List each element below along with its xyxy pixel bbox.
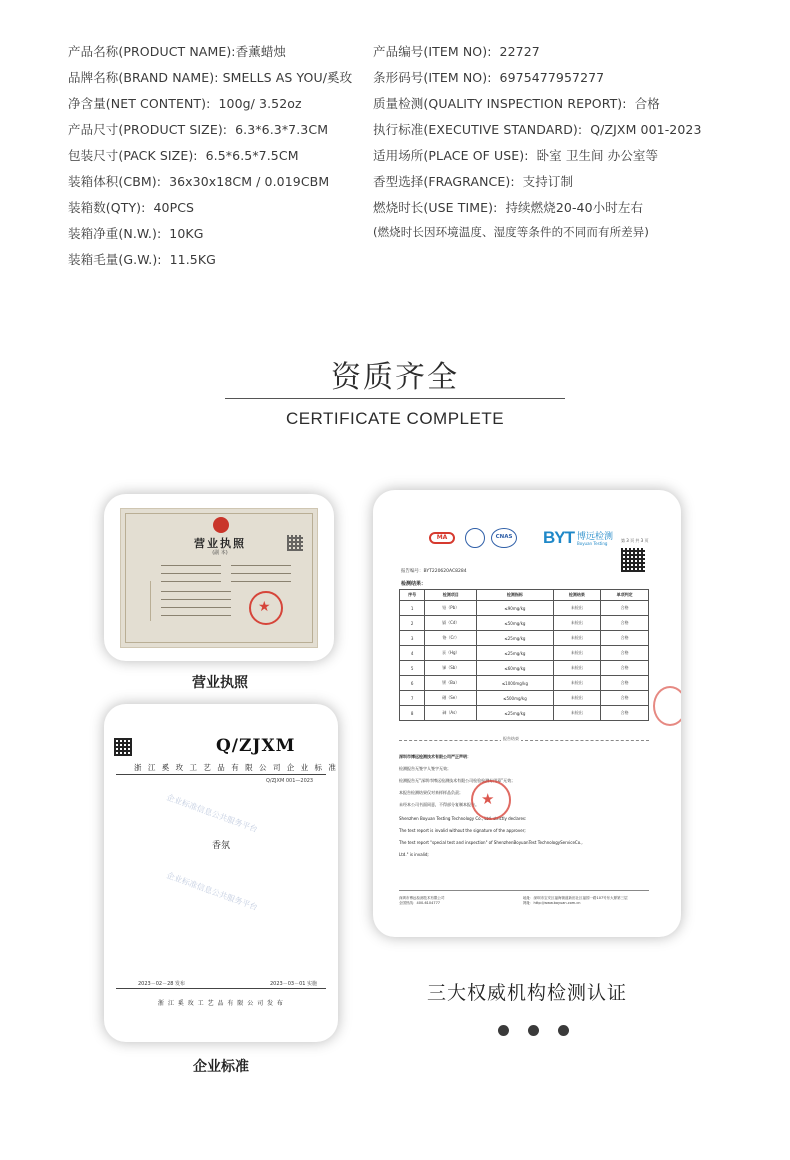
standard-watermark: 企业标准信息公共服务平台: [165, 870, 259, 913]
report-declaration-line: The test report is invalid without the signature of the approver;: [399, 828, 526, 833]
footer-company: 深圳市博远检测技术有限公司: [399, 896, 445, 900]
carousel-dot[interactable]: [528, 1025, 539, 1036]
table-cell: 未检出: [553, 631, 601, 646]
spec-gross-weight: 装箱毛量(G.W.): 11.5KG: [68, 252, 216, 267]
spec-use-time: 燃烧时长(USE TIME): 持续燃烧20-40小时左右: [373, 200, 644, 215]
spec-brand-name: 品牌名称(BRAND NAME): SMELLS AS YOU/奚玫: [68, 70, 353, 85]
spec-place-of-use: 适用场所(PLACE OF USE): 卧室 卫生间 办公室等: [373, 148, 659, 163]
enterprise-standard-card: [104, 704, 338, 1042]
report-declaration-line: The test report "special test and inspection" of ShenzhenBoyuanTest TechnologyServiceCo.,: [399, 840, 583, 845]
table-row: [400, 691, 649, 706]
table-header-row: [400, 590, 649, 601]
spec-executive-standard: 执行标准(EXECUTIVE STANDARD): Q/ZJXM 001-2023: [373, 122, 702, 137]
standard-product-name: 香氛: [211, 841, 230, 851]
report-footer-rule: [399, 890, 649, 891]
column-header: 检测结果: [553, 590, 601, 601]
column-header: 序号: [400, 590, 425, 601]
spec-qty: 装箱数(QTY): 40PCS: [68, 200, 195, 215]
table-row: [400, 631, 649, 646]
spec-net-weight: 装箱净重(N.W.): 10KG: [68, 226, 204, 241]
report-declaration-line: 未经本公司书面同意，不得部分复制本报告。: [399, 802, 479, 807]
table-cell: 砷（As）: [425, 706, 477, 721]
table-row: [400, 646, 649, 661]
byt-english-name: Boyuan Testing: [577, 541, 608, 546]
byt-chinese-name: 博远检测: [577, 532, 614, 542]
column-header: 检测指标: [477, 590, 553, 601]
license-subtitle: (副 本): [212, 550, 228, 556]
license-text-line: [161, 607, 231, 608]
table-cell: ≤50mg/kg: [477, 616, 553, 631]
table-cell: ≤1000mg/kg: [477, 676, 553, 691]
license-text-line: [231, 565, 291, 566]
test-report-caption: 三大权威机构检测认证: [426, 982, 627, 1004]
product-specifications: [0, 38, 790, 278]
report-edge-seal-stamp: [653, 686, 681, 726]
table-cell: 合格: [601, 616, 649, 631]
table-cell: 未检出: [553, 691, 601, 706]
test-report-card: [373, 490, 681, 937]
license-text-line: [161, 591, 231, 592]
report-results-table: [399, 589, 649, 721]
table-cell: ≤25mg/kg: [477, 706, 553, 721]
report-declaration-line: 本报告检测结果仅对来样样品负责；: [399, 790, 463, 795]
report-results-header: 检测结果：: [401, 581, 427, 587]
spec-product-size: 产品尺寸(PRODUCT SIZE): 6.3*6.3*7.3CM: [68, 122, 329, 137]
table-cell: 合格: [601, 676, 649, 691]
standard-code: Q/ZJXM: [216, 736, 296, 756]
table-cell: ≤25mg/kg: [477, 631, 553, 646]
spec-net-content: 净含量(NET CONTENT): 100g/ 3.52oz: [68, 96, 302, 111]
table-cell: ≤500mg/kg: [477, 691, 553, 706]
spec-quality-inspection: 质量检测(QUALITY INSPECTION REPORT): 合格: [373, 96, 660, 111]
business-license-document: [120, 508, 318, 648]
report-number: 报告编号：BYT220620AC8284: [401, 569, 467, 574]
carousel-dot[interactable]: [498, 1025, 509, 1036]
spec-item-no: 产品编号(ITEM NO): 22727: [373, 44, 540, 59]
table-cell: 7: [400, 691, 425, 706]
national-emblem-icon: [213, 517, 229, 533]
report-page-number: 第 3 页 共 3 页: [621, 538, 649, 543]
section-subtitle: CERTIFICATE COMPLETE: [285, 409, 505, 428]
enterprise-standard-caption: 企业标准: [193, 1059, 249, 1075]
table-cell: 4: [400, 646, 425, 661]
license-text-line: [231, 573, 291, 574]
business-license-card: [104, 494, 334, 661]
report-declaration-line: 检测报告无签字人签字无效；: [399, 766, 451, 771]
table-cell: 铅（Pb）: [425, 601, 477, 616]
table-row: [400, 676, 649, 691]
table-cell: 未检出: [553, 616, 601, 631]
table-cell: ≤90mg/kg: [477, 601, 553, 616]
business-license-caption: 营业执照: [192, 675, 248, 691]
table-cell: 8: [400, 706, 425, 721]
table-cell: 5: [400, 661, 425, 676]
spec-use-time-note: (燃烧时长因环境温度、湿度等条件的不同而有所差异): [373, 225, 649, 239]
ilac-mra-logo-icon: [465, 528, 485, 548]
cma-logo: MA: [429, 532, 455, 544]
table-cell: 合格: [601, 661, 649, 676]
standard-issuer: 浙 江 奚 玫 工 艺 品 有 限 公 司 发 布: [158, 1000, 284, 1007]
table-cell: 未检出: [553, 646, 601, 661]
table-row: [400, 706, 649, 721]
standard-bottom-rule: [116, 988, 326, 989]
footer-address: 地址：深圳市宝安区福海街道新田社区福园一路107号东大厦第三层: [523, 896, 628, 900]
table-cell: 铬（Cr）: [425, 631, 477, 646]
table-cell: ≤60mg/kg: [477, 661, 553, 676]
footer-phone: 全国热线：400-6104777: [399, 901, 441, 905]
report-end-divider: [399, 740, 649, 741]
spec-pack-size: 包装尺寸(PACK SIZE): 6.5*6.5*7.5CM: [68, 148, 299, 163]
carousel-dots: [498, 1025, 570, 1037]
license-text-line: [161, 581, 221, 582]
table-row: [400, 601, 649, 616]
cnas-logo: CNAS: [491, 528, 517, 548]
license-text-line: [231, 581, 291, 582]
report-end-marker: 报告结束: [503, 736, 519, 741]
standard-watermark: 企业标准信息公共服务平台: [165, 792, 259, 835]
byt-logo: BYT: [543, 528, 574, 547]
table-cell: 未检出: [553, 601, 601, 616]
table-cell: 合格: [601, 631, 649, 646]
table-cell: 锑（Sb）: [425, 661, 477, 676]
standard-qr-code-icon: [114, 738, 132, 756]
table-cell: 未检出: [553, 661, 601, 676]
table-cell: 钡（Ba）: [425, 676, 477, 691]
table-cell: 硒（Se）: [425, 691, 477, 706]
report-footer-left: [399, 896, 445, 906]
table-cell: 1: [400, 601, 425, 616]
section-divider: [225, 398, 565, 399]
license-title: 营业执照: [194, 537, 246, 550]
standard-company-name: 浙 江 奚 玫 工 艺 品 有 限 公 司 企 业 标 准: [134, 763, 338, 772]
carousel-dot[interactable]: [558, 1025, 569, 1036]
table-cell: 未检出: [553, 706, 601, 721]
standard-issue-date: 2023－02－28 发布: [138, 981, 186, 987]
spec-barcode: 条形码号(ITEM NO): 6975477957277: [373, 70, 605, 85]
report-footer-right: [523, 896, 653, 906]
table-cell: 6: [400, 676, 425, 691]
footer-website: 网址：http://www.boyuan.com.cn: [523, 901, 581, 905]
license-qr-code-icon: [287, 535, 303, 551]
standard-number: Q/ZJXM 001—2023: [266, 778, 314, 784]
column-header: 检测项目: [425, 590, 477, 601]
table-row: [400, 616, 649, 631]
table-cell: 合格: [601, 601, 649, 616]
spec-cbm: 装箱体积(CBM): 36x30x18CM / 0.019CBM: [68, 174, 330, 189]
table-cell: 合格: [601, 691, 649, 706]
table-cell: 未检出: [553, 676, 601, 691]
license-text-line: [161, 565, 221, 566]
seal-star-icon: ★: [481, 790, 495, 808]
report-declaration-line: 深圳市博远检测技术有限公司严正声明：: [399, 754, 471, 759]
report-declaration-line: Shenzhen Boyuan Testing Technology Co., Ltd. strictly declares:: [399, 816, 527, 821]
table-cell: ≤25mg/kg: [477, 646, 553, 661]
license-text-line: [161, 599, 231, 600]
standard-top-rule: [116, 774, 326, 775]
table-cell: 合格: [601, 646, 649, 661]
table-cell: 2: [400, 616, 425, 631]
license-text-line: [161, 573, 221, 574]
spec-fragrance: 香型选择(FRAGRANCE): 支持订制: [373, 174, 574, 189]
license-qr-panel: [131, 581, 151, 621]
table-row: [400, 661, 649, 676]
table-cell: 汞（Hg）: [425, 646, 477, 661]
spec-product-name: 产品名称(PRODUCT NAME):香薰蜡烛: [68, 44, 287, 59]
column-header: 单项判定: [601, 590, 649, 601]
report-qr-code-icon: [621, 548, 645, 572]
table-cell: 3: [400, 631, 425, 646]
standard-implement-date: 2023－03－01 实施: [270, 981, 318, 987]
report-declaration-line: 检测报告无“深圳市博远检测技术有限公司检验检测专用章”无效；: [399, 778, 516, 783]
table-cell: 合格: [601, 706, 649, 721]
section-title: 资质齐全: [331, 360, 459, 395]
table-cell: 镉（Cd）: [425, 616, 477, 631]
report-declaration-line: Ltd." is invalid;: [399, 852, 429, 857]
seal-star-icon: ★: [258, 599, 271, 615]
license-text-line: [161, 615, 231, 616]
